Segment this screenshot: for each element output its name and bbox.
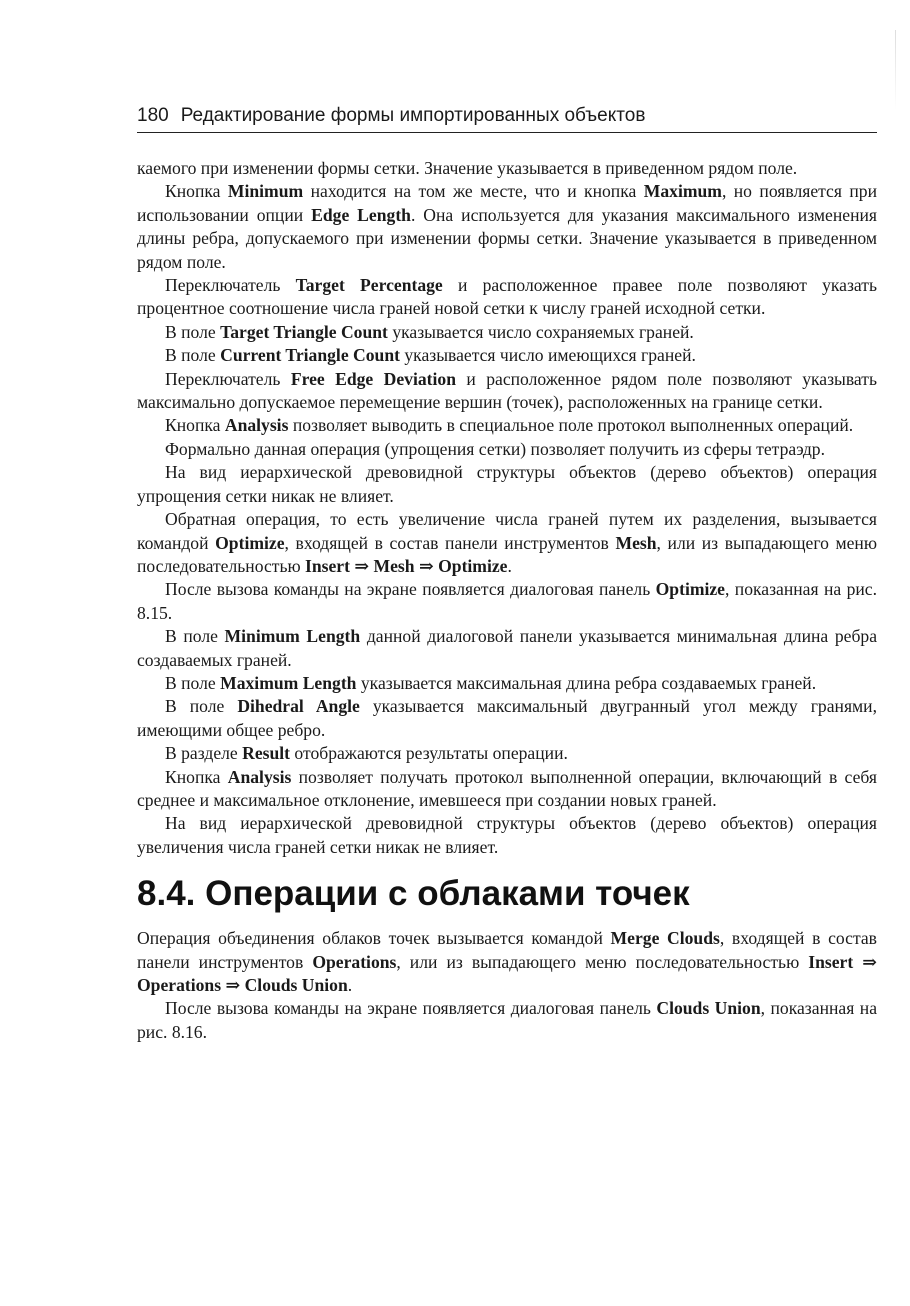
text-run: В поле	[165, 321, 221, 342]
text-run: , или из выпадающего меню последовательностью	[396, 951, 809, 972]
text-run: .	[507, 555, 512, 576]
text-run: находится на том же месте, что и кнопка	[303, 181, 644, 202]
book-page	[137, 100, 877, 1044]
bold-term: Maximum	[643, 181, 722, 202]
bold-term: Minimum	[227, 181, 304, 202]
paragraph	[137, 766, 877, 813]
running-header	[137, 100, 877, 133]
text-run: Переключатель	[165, 275, 296, 296]
text-run: . Она используется для указания максимального изменения длины ребра, допускаемого при изменении формы сетки. Значение указывается в приведенном рядом поле.	[137, 204, 878, 272]
paragraph	[137, 344, 877, 367]
text-run: На вид иерархической древовидной структуры объектов (дерево объектов) операция упрощения сетки никак не влияет.	[137, 462, 877, 506]
text-run: данной диалоговой панели указывается минимальная длина ребра создаваемых граней.	[137, 626, 877, 670]
text-run: Формально данная операция (упрощения сетки) позволяет получить из сферы тетраэдр.	[165, 438, 825, 459]
paragraph	[137, 180, 877, 274]
text-run: указывается число имеющихся граней.	[399, 345, 696, 366]
text-run: отображаются результаты операции.	[290, 743, 568, 764]
bold-term: Minimum Length	[224, 626, 361, 647]
text-run: Кнопка	[165, 766, 228, 787]
paragraph	[137, 927, 877, 997]
section-heading: 8.4. Операции с облаками точек	[137, 874, 690, 914]
text-run: указывается число сохраняемых граней.	[387, 321, 694, 342]
section-paragraph-list	[137, 927, 877, 1044]
text-run: .	[347, 975, 353, 995]
scan-edge-mark	[895, 30, 896, 110]
bold-term: Target Triangle Count	[220, 321, 388, 342]
text-run: и расположенное рядом поле позволяют указывать максимально допускаемое перемещение вершин (точек), расположенных на границе сетки.	[137, 368, 877, 413]
bold-term: Insert ⇒ Mesh ⇒ Optimize	[305, 555, 508, 576]
paragraph	[137, 578, 877, 625]
bold-term: Result	[242, 743, 291, 764]
paragraph	[137, 157, 877, 180]
paragraph	[137, 672, 877, 695]
text-run: В поле	[165, 345, 221, 366]
text-run: каемого при изменении формы сетки. Значение указывается в приведенном рядом поле.	[137, 158, 798, 178]
text-run: После вызова команды на экране появляется диалоговая панель	[165, 579, 656, 600]
text-run: , входящей в состав панели инструментов	[137, 928, 877, 972]
paragraph	[137, 461, 877, 508]
bold-term: Merge Clouds	[610, 928, 720, 949]
bold-term: Optimize	[655, 579, 725, 600]
bold-term: Current Triangle Count	[220, 345, 400, 366]
paragraph	[137, 274, 877, 321]
text-run: указывается максимальная длина ребра создаваемых граней.	[356, 672, 817, 693]
paragraph	[137, 438, 877, 461]
text-run: , или из выпадающего меню последовательностью	[137, 532, 877, 576]
bold-term: Insert ⇒ Operations ⇒ Clouds Union	[137, 951, 877, 995]
bold-term: Optimize	[215, 532, 285, 553]
text-run: Переключатель	[165, 368, 291, 389]
text-run: , показанная на рис. 8.15.	[137, 579, 877, 623]
bold-term: Clouds Union	[656, 998, 761, 1019]
paragraph-list	[137, 157, 877, 859]
text-run: На вид иерархической древовидной структуры объектов (дерево объектов) операция увеличения числа граней сетки никак не влияет.	[137, 813, 877, 857]
bold-term: Target Percentage	[295, 275, 443, 296]
text-run: В разделе	[165, 743, 243, 764]
paragraph	[137, 508, 877, 578]
bold-term: Dihedral Angle	[237, 696, 360, 717]
chapter-title: Редактирование формы импортированных объектов	[180, 105, 646, 126]
paragraph	[137, 368, 877, 415]
paragraph	[137, 321, 877, 344]
text-run: В поле	[165, 626, 225, 647]
text-run: Операция объединения облаков точек вызывается командой	[137, 928, 611, 949]
text-run: В поле	[165, 672, 221, 693]
text-run: Кнопка	[165, 415, 225, 436]
text-run: В поле	[165, 696, 238, 717]
text-run: , но появляется при использовании опции	[137, 181, 878, 225]
text-run: После вызова команды на экране появляется диалоговая панель	[165, 998, 657, 1019]
bold-term: Analysis	[224, 415, 289, 436]
text-run: позволяет получать протокол выполненной операции, включающий в себя среднее и максимальное отклонение, имевшееся при создании новых граней.	[137, 766, 877, 810]
text-run: и расположенное правее поле позволяют указать процентное соотношение числа граней новой сетки к числу граней исходной сетки.	[137, 275, 877, 319]
paragraph	[137, 625, 877, 672]
bold-term: Analysis	[227, 766, 292, 787]
text-run: Кнопка	[165, 181, 228, 202]
text-run: позволяет выводить в специальное поле протокол выполненных операций.	[288, 415, 854, 436]
bold-term: Edge Length	[311, 204, 411, 225]
bold-term: Operations	[312, 951, 397, 972]
text-run: , показанная на рис. 8.16.	[137, 998, 878, 1042]
bold-term: Maximum Length	[220, 672, 357, 693]
page-number: 180	[137, 105, 169, 126]
text-run: , входящей в состав панели инструментов	[284, 532, 616, 553]
body-text	[137, 157, 877, 1044]
bold-term: Mesh	[615, 532, 657, 553]
paragraph	[137, 812, 877, 859]
paragraph	[137, 997, 877, 1044]
paragraph	[137, 414, 877, 437]
paragraph	[137, 695, 877, 742]
paragraph	[137, 742, 877, 765]
text-run: Обратная операция, то есть увеличение числа граней путем их разделения, вызывается командой	[137, 509, 877, 553]
text-run: указывается максимальный двугранный угол между гранями, имеющими общее ребро.	[137, 696, 877, 740]
bold-term: Free Edge Deviation	[290, 368, 456, 389]
